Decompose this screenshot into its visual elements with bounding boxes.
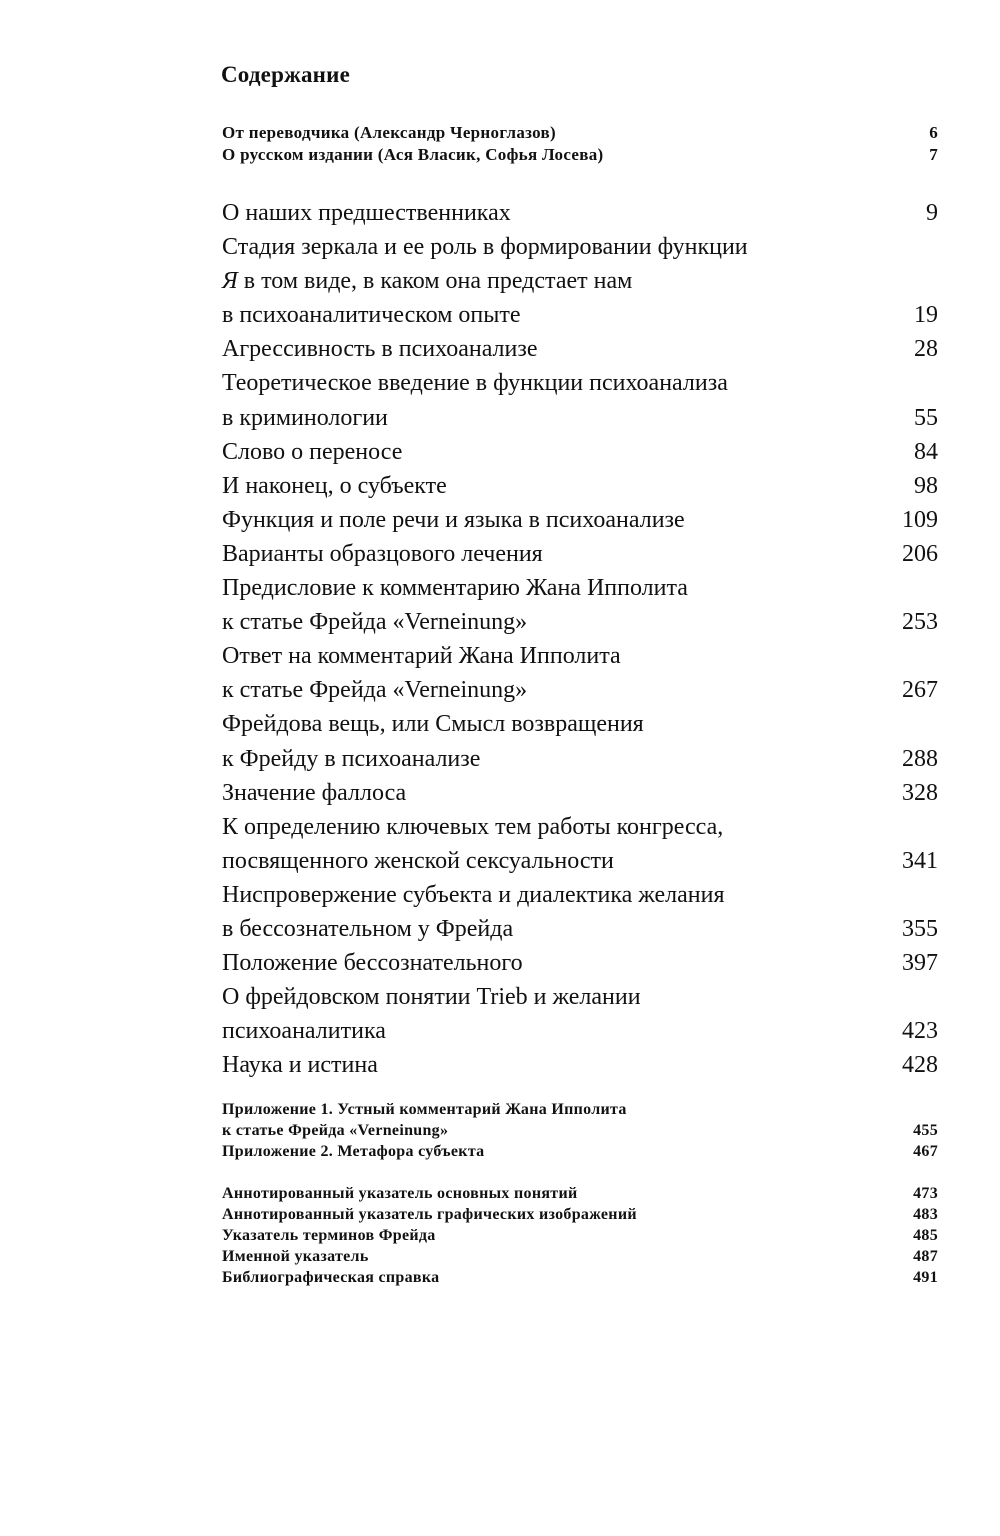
entry-title: О русском издании (Ася Власик, Софья Лосева) [222,145,604,164]
main-contents-list [222,196,938,1082]
entry-title: Агрессивность в психоанализе [222,336,538,363]
entry-title: Функция и поле речи и языка в психоанализе [222,506,685,533]
entry-page: 206 [902,540,938,567]
entry-page: 485 [913,1227,938,1244]
toc-entry[interactable] [222,1225,938,1246]
entry-title-line: посвященного женской сексуальности [222,847,614,874]
entry-page: 253 [902,609,938,636]
entry-page: 9 [926,200,938,226]
toc-entry[interactable] [222,332,938,366]
entry-title: Аннотированный указатель графических изображений [222,1206,637,1223]
toc-entry-multiline[interactable] [222,980,938,1048]
entry-page: 98 [914,472,938,499]
entry-title: Аннотированный указатель основных понятий [222,1185,578,1202]
entry-title-line: к статье Фрейда «Verneinung» [222,1122,449,1139]
entry-title: Слово о переносе [222,438,403,465]
entry-title: И наконец, о субъекте [222,472,447,499]
entry-page: 19 [914,302,938,329]
entry-title-line: Приложение 1. Устный комментарий Жана Ипполита [222,1101,627,1118]
entry-title: О наших предшественниках [222,200,511,226]
entry-title-line: Ответ на комментарий Жана Ипполита [222,643,621,670]
entry-page: 328 [902,779,938,806]
entry-page: 267 [902,677,938,704]
entry-page: 483 [913,1206,938,1223]
entry-page: 55 [914,404,938,431]
entry-title: Библиографическая справка [222,1269,440,1286]
toc-entry-multiline[interactable] [222,878,938,946]
entry-page: 288 [902,745,938,772]
entry-title: От переводчика (Александр Черноглазов) [222,123,556,142]
entry-page: 455 [913,1122,938,1139]
entry-title-line [222,264,632,298]
toc-entry[interactable] [222,1183,938,1204]
indexes-list [222,1183,938,1288]
entry-page: 467 [913,1143,938,1160]
toc-entry-multiline[interactable] [222,810,938,878]
entry-page: 7 [929,145,938,164]
toc-entry-multiline[interactable] [222,571,938,639]
entry-title-line: Предисловие к комментарию Жана Ипполита [222,575,688,602]
toc-entry[interactable] [222,122,938,144]
toc-entry-multiline[interactable] [222,366,938,434]
toc-entry[interactable] [222,1204,938,1225]
entry-title-line: в психоаналитическом опыте [222,302,521,329]
toc-entry[interactable] [222,1141,938,1162]
entry-title-line: к статье Фрейда «Verneinung» [222,609,528,636]
toc-entry[interactable] [222,1048,938,1082]
entry-page: 355 [902,915,938,942]
toc-entry[interactable] [222,1246,938,1267]
entry-title-line: Теоретическое введение в функции психоанализа [222,370,728,397]
entry-title-line: Ниспровержение субъекта и диалектика желания [222,881,725,908]
entry-page: 84 [914,438,938,465]
toc-entry-multiline[interactable] [222,1099,938,1141]
appendix-list [222,1099,938,1162]
toc-entry[interactable] [222,435,938,469]
toc-entry[interactable] [222,776,938,810]
entry-title-line: Фрейдова вещь, или Смысл возвращения [222,711,644,738]
entry-italic-lead: Я [222,268,238,295]
front-matter-list [222,122,938,166]
entry-title-line: О фрейдовском понятии Trieb и желании [222,984,641,1011]
entry-title-line: К определению ключевых тем работы конгресса, [222,813,724,840]
entry-page: 6 [929,123,938,142]
toc-entry[interactable] [222,469,938,503]
entry-page: 397 [902,950,938,977]
entry-title-line: Стадия зеркала и ее роль в формировании функции [222,234,748,261]
entry-title-line: в криминологии [222,404,388,431]
entry-title: Приложение 2. Метафора субъекта [222,1143,485,1160]
entry-title-line-text: в том виде, в каком она предстает нам [243,268,633,295]
entry-page: 109 [902,506,938,533]
entry-page: 423 [902,1018,938,1045]
entry-title-line: к Фрейду в психоанализе [222,745,481,772]
toc-entry-multiline[interactable] [222,639,938,707]
entry-title-line: в бессознательном у Фрейда [222,915,514,942]
toc-entry-multiline[interactable] [222,707,938,775]
entry-page: 428 [902,1052,938,1079]
entry-title: Указатель терминов Фрейда [222,1227,436,1244]
entry-title-line: психоаналитика [222,1018,386,1045]
entry-title-line: к статье Фрейда «Verneinung» [222,677,528,704]
entry-title: Положение бессознательного [222,950,523,977]
toc-entry-multiline[interactable] [222,230,938,332]
page-title: Содержание [221,62,350,87]
toc-entry[interactable] [222,144,938,166]
entry-page: 28 [914,336,938,363]
toc-entry[interactable] [222,503,938,537]
entry-page: 473 [913,1185,938,1202]
entry-page: 341 [902,847,938,874]
toc-entry[interactable] [222,1267,938,1288]
entry-title: Именной указатель [222,1248,369,1265]
toc-entry[interactable] [222,537,938,571]
entry-page: 491 [913,1269,938,1286]
entry-title: Наука и истина [222,1052,378,1079]
toc-entry[interactable] [222,946,938,980]
entry-page: 487 [913,1248,938,1265]
toc-entry[interactable] [222,196,938,230]
entry-title: Варианты образцового лечения [222,540,543,567]
entry-title: Значение фаллоса [222,779,407,806]
